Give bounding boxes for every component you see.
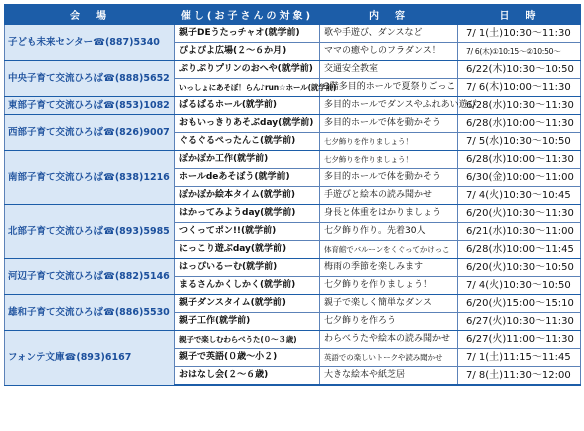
date-cell: 6/28(水)10:00～11:30 — [458, 151, 581, 169]
content-cell: 多目的ホールで体を動かそう — [320, 169, 458, 187]
event-cell: いっしょにあそぼ！らん♪run☆ホール(就学前) — [175, 79, 320, 97]
content-cell: 多目的ホールで体を動かそう — [320, 115, 458, 133]
event-cell: ぴよぴよ広場(２～６か月) — [175, 43, 320, 61]
content-cell: 大きな絵本や紙芝居 — [320, 367, 458, 386]
event-cell: ぽかぽか絵本タイム(就学前) — [175, 187, 320, 205]
event-cell: ぱるぱるホール(就学前) — [175, 97, 320, 115]
date-cell: 7/ 1(土)10:30～11:30 — [458, 25, 581, 43]
date-cell: 6/20(火)10:30～11:30 — [458, 205, 581, 223]
content-cell: 歌や手遊び、ダンスなど — [320, 25, 458, 43]
venue-cell: フォンテ文庫☎(893)6167 — [5, 331, 175, 386]
header-row — [5, 5, 581, 25]
table-row — [5, 25, 581, 43]
table-row — [5, 259, 581, 277]
event-cell: まるさんかくしかく(就学前) — [175, 277, 320, 295]
header-venue: 会 場 — [5, 5, 175, 25]
date-cell: 6/27(火)11:00～11:30 — [458, 331, 581, 349]
content-cell: 交通安全教室 — [320, 61, 458, 79]
table-row — [5, 61, 581, 79]
content-cell: 七夕飾りを作りましょう！ — [320, 133, 458, 151]
venue-cell: 子ども未来センター☎(887)5340 — [5, 25, 175, 61]
venue-cell: 東部子育て交流ひろば☎(853)1082 — [5, 97, 175, 115]
table-row — [5, 205, 581, 223]
content-cell: 手遊びと絵本の読み聞かせ — [320, 187, 458, 205]
content-cell: 英語での楽しいトークや読み聞かせ — [320, 349, 458, 367]
venue-cell: 西部子育て交流ひろば☎(826)9007 — [5, 115, 175, 151]
content-cell: 梅雨の季節を楽しみます — [320, 259, 458, 277]
event-cell: 親子で英語(０歳～小２) — [175, 349, 320, 367]
event-cell: おはなし会(２～６歳) — [175, 367, 320, 386]
content-cell: 多目的ホールでダンスやふれあい遊び — [320, 97, 458, 115]
date-cell: 6/22(木)10:30～10:50 — [458, 61, 581, 79]
header-date: 日 時 — [458, 5, 581, 25]
event-cell: ぷりぷりプリンのおへや(就学前) — [175, 61, 320, 79]
event-schedule-table — [4, 4, 581, 386]
event-cell: 親子ダンスタイム(就学前) — [175, 295, 320, 313]
table-row — [5, 331, 581, 349]
date-cell: 7/ 4(火)10:30～10:50 — [458, 277, 581, 295]
table-row — [5, 151, 581, 169]
event-cell: 親子で楽しむわらべうた(０～３歳) — [175, 331, 320, 349]
event-cell: つくってポン!!(就学前) — [175, 223, 320, 241]
venue-cell: 北部子育て交流ひろば☎(893)5985 — [5, 205, 175, 259]
table-row — [5, 295, 581, 313]
date-cell: 6/21(水)10:30～11:00 — [458, 223, 581, 241]
date-cell: 7/ 1(土)11:15～11:45 — [458, 349, 581, 367]
content-cell: 七夕飾りを作ろう — [320, 313, 458, 331]
content-cell: 七夕飾り作り。先着30人 — [320, 223, 458, 241]
date-cell: 7/ 6(木)10:00～11:30 — [458, 79, 581, 97]
content-cell: 七夕飾りを作りましょう！ — [320, 277, 458, 295]
date-cell: 6/20(火)10:30～10:50 — [458, 259, 581, 277]
venue-cell: 河辺子育て交流ひろば☎(882)5146 — [5, 259, 175, 295]
event-cell: はっぴいるーむ(就学前) — [175, 259, 320, 277]
content-cell: 体育館でバルーンをくぐってかけっこ — [320, 241, 458, 259]
date-cell: 7/ 4(火)10:30～10:45 — [458, 187, 581, 205]
date-cell: 6/28(水)10:30～11:30 — [458, 97, 581, 115]
header-event: 催し(お子さんの対象) — [175, 5, 320, 25]
event-cell: ぐるぐるぺったんこ(就学前) — [175, 133, 320, 151]
schedule-body — [5, 25, 581, 386]
header-content: 内 容 — [320, 5, 458, 25]
date-cell: 7/ 6(木)①10:15～②10:50～ — [458, 43, 581, 61]
event-cell: にっこり遊ぶday(就学前) — [175, 241, 320, 259]
venue-cell: 南部子育て交流ひろば☎(838)1216 — [5, 151, 175, 205]
event-cell: ホールdeあそぼう(就学前) — [175, 169, 320, 187]
content-cell: 身長と体重をはかりましょう — [320, 205, 458, 223]
date-cell: 7/ 8(土)11:30～12:00 — [458, 367, 581, 386]
date-cell: 6/30(金)10:00～11:00 — [458, 169, 581, 187]
content-cell: 3階多目的ホールで夏祭りごっこ — [320, 79, 458, 97]
date-cell: 6/20(火)15:00～15:10 — [458, 295, 581, 313]
event-cell: はかってみようday(就学前) — [175, 205, 320, 223]
venue-cell: 中央子育て交流ひろば☎(888)5652 — [5, 61, 175, 97]
event-cell: ぽかぽか工作(就学前) — [175, 151, 320, 169]
venue-cell: 雄和子育て交流ひろば☎(886)5530 — [5, 295, 175, 331]
event-cell: 親子工作(就学前) — [175, 313, 320, 331]
content-cell: 親子で楽しく簡単なダンス — [320, 295, 458, 313]
date-cell: 7/ 5(水)10:30～10:50 — [458, 133, 581, 151]
content-cell: わらべうたや絵本の読み聞かせ — [320, 331, 458, 349]
date-cell: 6/28(水)10:00～11:30 — [458, 115, 581, 133]
event-cell: おもいっきりあそぶday(就学前) — [175, 115, 320, 133]
date-cell: 6/27(火)10:30～11:30 — [458, 313, 581, 331]
event-cell: 親子DEうたっチャオ(就学前) — [175, 25, 320, 43]
content-cell: ママの癒やしのフラダンス！ — [320, 43, 458, 61]
table-row — [5, 97, 581, 115]
content-cell: 七夕飾りを作りましょう！ — [320, 151, 458, 169]
date-cell: 6/28(水)10:00～11:45 — [458, 241, 581, 259]
table-row — [5, 115, 581, 133]
